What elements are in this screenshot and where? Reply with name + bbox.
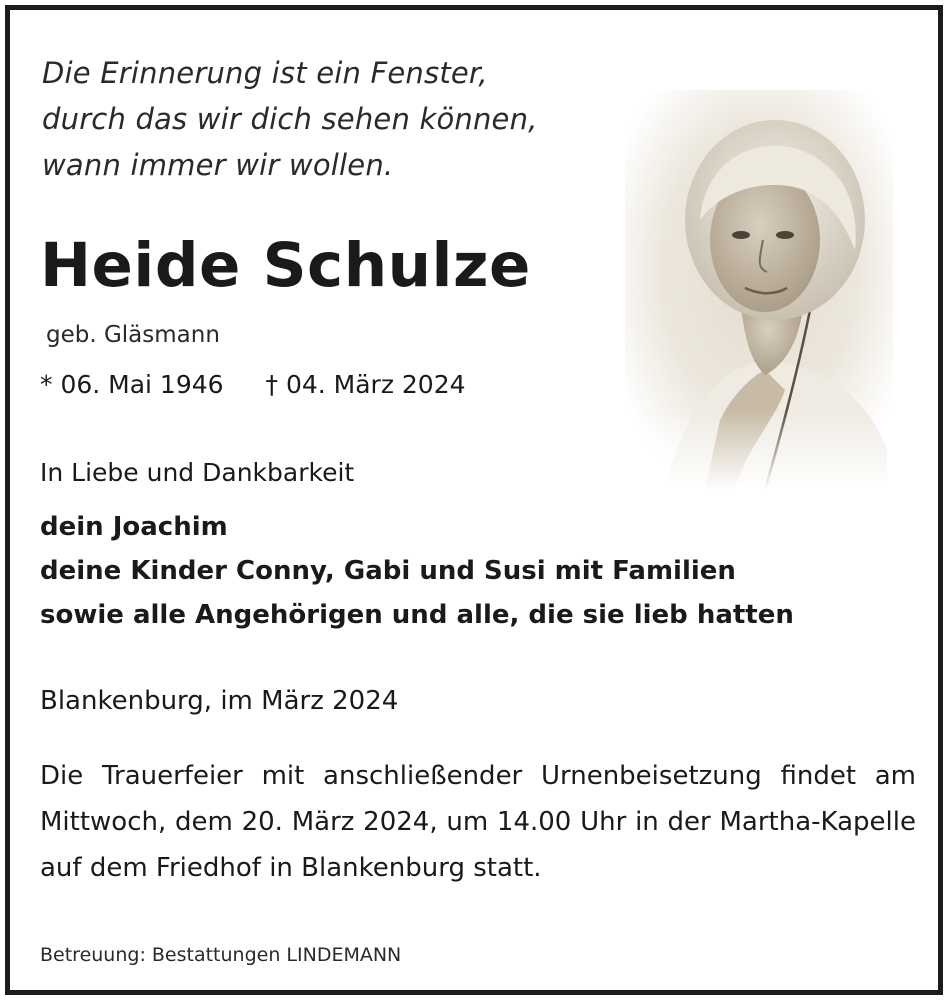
mourner-line: dein Joachim [40, 512, 228, 542]
death-date: † 04. März 2024 [265, 370, 466, 399]
funeral-home-credit: Betreuung: Bestattungen LINDEMANN [40, 944, 402, 966]
portrait-photo-icon [625, 90, 893, 490]
obituary-frame [5, 5, 943, 995]
mourner-line: deine Kinder Conny, Gabi und Susi mit Familien [40, 556, 736, 586]
place-date: Blankenburg, im März 2024 [40, 686, 399, 716]
portrait-photo [625, 90, 893, 490]
thanks-intro: In Liebe und Dankbarkeit [40, 458, 355, 487]
service-text: Die Trauerfeier mit anschließender Urnenbeisetzung findet am Mittwoch, dem 20. März 2024, um 14.00 Uhr in der Martha-Kapelle auf dem Friedhof in Blankenburg statt. [40, 761, 916, 883]
deceased-name: Heide Schulze [40, 230, 531, 301]
motto-quote [42, 50, 538, 188]
birth-date: * 06. Mai 1946 [40, 370, 224, 399]
motto-line: durch das wir dich sehen können, [42, 102, 538, 136]
birth-name: geb. Gläsmann [46, 322, 220, 348]
motto-line: wann immer wir wollen. [42, 148, 394, 182]
mourners-list [40, 505, 794, 637]
motto-line: Die Erinnerung ist ein Fenster, [42, 56, 488, 90]
life-dates [40, 370, 466, 399]
mourner-line: sowie alle Angehörigen und alle, die sie lieb hatten [40, 600, 794, 630]
service-notice [40, 753, 916, 891]
